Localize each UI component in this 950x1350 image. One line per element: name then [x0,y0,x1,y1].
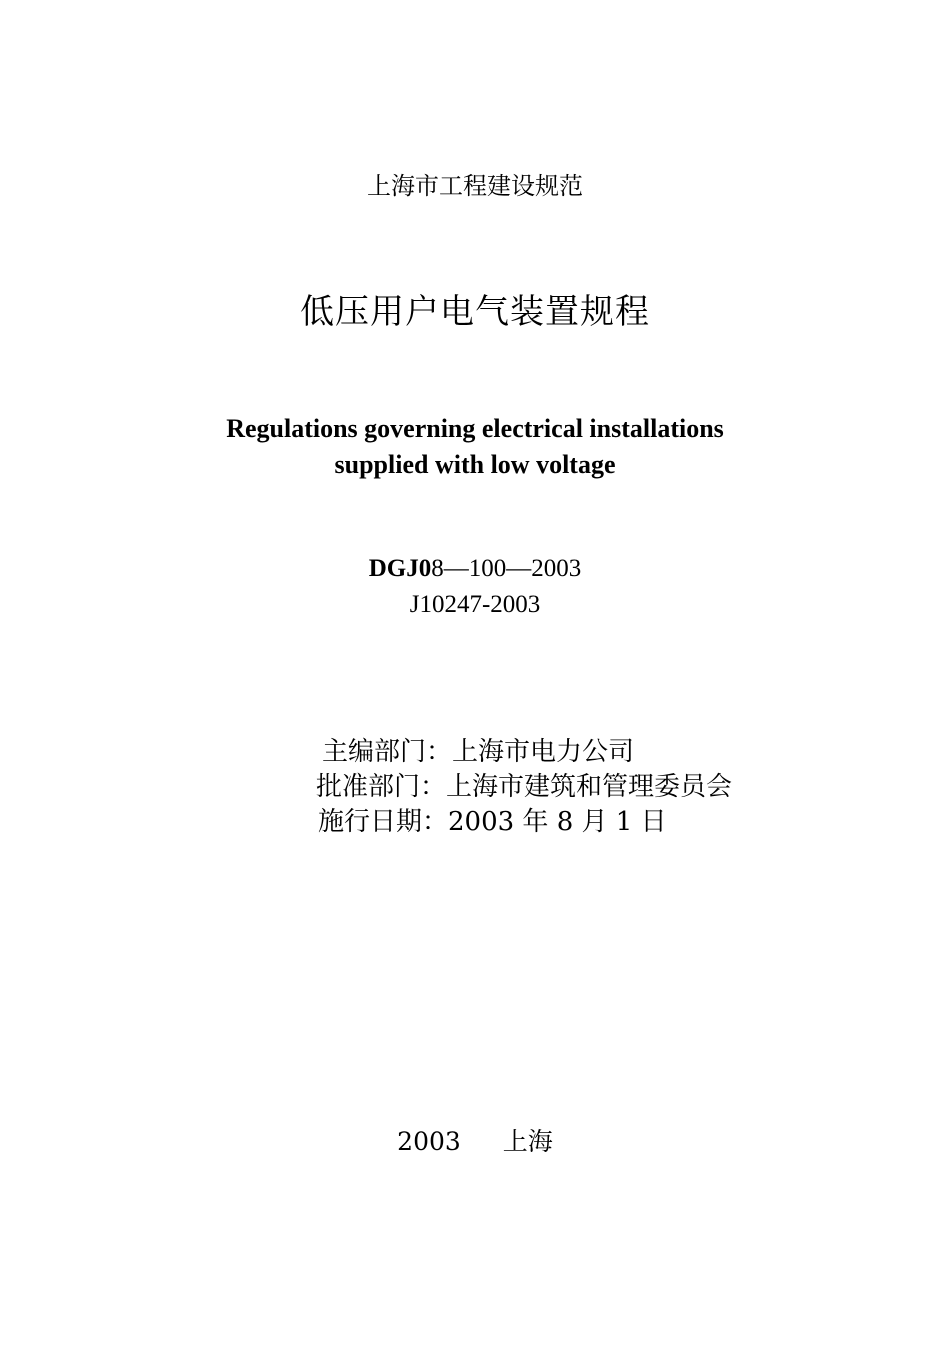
footer-year: 2003 [397,1127,461,1156]
standard-code-number: 8—100—2003 [431,555,582,582]
english-title-line-2: supplied with low voltage [334,450,616,479]
standard-code-prefix: DGJ0 [368,555,432,582]
standard-series: 上海市工程建设规范 [367,172,583,200]
chief-editor-department: 主编部门：上海市电力公司 [322,737,635,767]
standard-code [0,555,950,583]
footer-place: 上海 [502,1127,553,1156]
publication-footer [0,1122,950,1158]
chinese-title: 低压用户电气装置规程 [300,292,650,332]
english-title-line-1: Regulations governing electrical installations [226,414,724,443]
approving-department: 批准部门：上海市建筑和管理委员会 [316,772,733,802]
effective-date: 施行日期：2003 年 8 月 1 日 [318,807,667,837]
record-number: J10247-2003 [409,591,541,618]
